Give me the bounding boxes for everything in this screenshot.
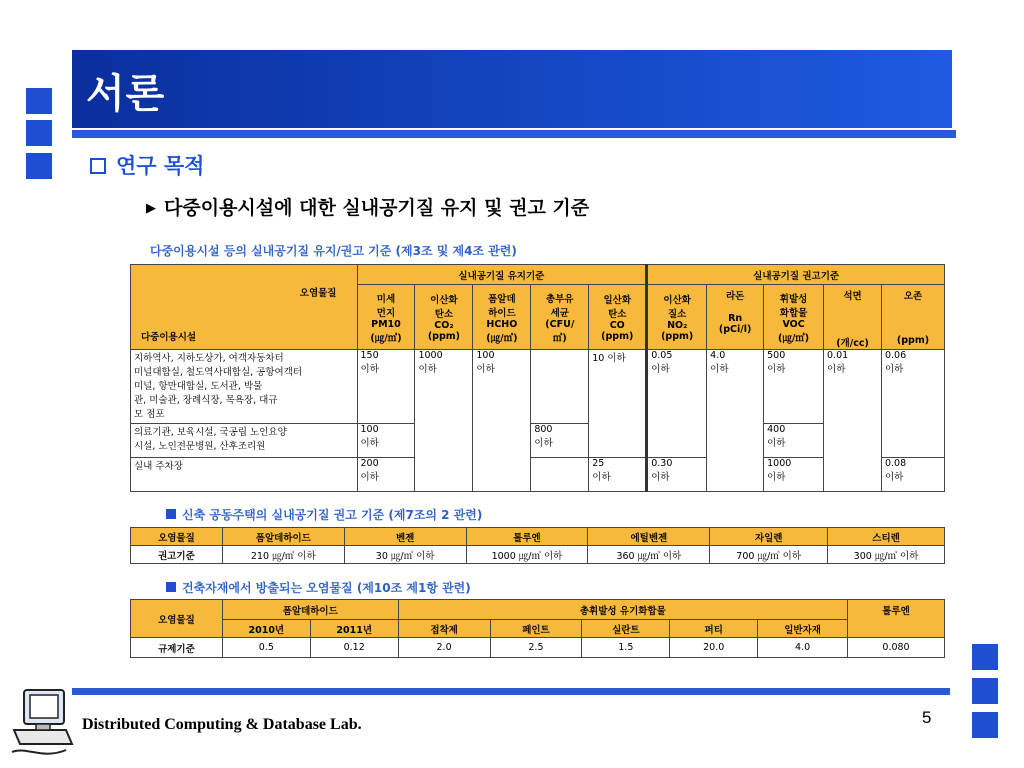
square-bullet-icon	[166, 509, 176, 519]
value-cell: 0.06 이하	[881, 350, 944, 458]
table3-group-voc: 총휘발성 유기화합물	[398, 600, 847, 620]
slide-title: 서론	[86, 71, 166, 117]
group-maintain-header: 실내공기질 유지기준	[357, 265, 647, 285]
table3-group-hcho: 폼알데하이드	[222, 600, 398, 620]
value-cell: 800 이하	[531, 424, 589, 458]
table2-col-header: 톨루엔	[466, 528, 588, 546]
table2-col-header: 벤젠	[344, 528, 466, 546]
facility-cell: 의료기관, 보육시설, 국공립 노인요양 시설, 노인전문병원, 산후조리원	[131, 424, 358, 458]
footer-rule	[72, 688, 950, 695]
title-bar	[72, 50, 952, 128]
square-bullet-icon	[166, 582, 176, 592]
table3-toluene-header: 톨루엔	[848, 600, 945, 638]
page-number: 5	[922, 708, 932, 727]
table2-value: 1000 ㎍/㎥ 이하	[466, 546, 588, 564]
corner-header-cell	[131, 265, 358, 350]
table2-value: 30 ㎍/㎥ 이하	[344, 546, 466, 564]
table-new-apartment-standards	[130, 527, 945, 564]
col-header-bacteria: 총부유 세균 (CFU/ ㎥)	[531, 285, 589, 350]
group-recommend-header: 실내공기질 권고기준	[647, 265, 945, 285]
footer-lab-name: Distributed Computing & Database Lab.	[82, 716, 362, 733]
table3-row-label: 규제기준	[131, 638, 223, 658]
table3-sub-header: 실란트	[582, 620, 670, 638]
computer-icon	[6, 686, 78, 762]
col-header-co: 일산화 탄소 CO (ppm)	[589, 285, 647, 350]
title-rule	[72, 130, 956, 138]
table3-sub-header: 접착제	[398, 620, 490, 638]
value-cell: 25 이하	[589, 458, 647, 492]
value-cell: 200 이하	[357, 458, 415, 492]
value-cell: 0.05 이하	[647, 350, 707, 458]
col-header-asbestos: 석면 (개/cc)	[824, 285, 882, 350]
col-header-voc: 휘발성 화합물 VOC (㎍/㎥)	[764, 285, 824, 350]
table3-header-label: 오염물질	[131, 600, 223, 638]
col-header-pm10: 미세 먼지 PM10 (㎍/㎥)	[357, 285, 415, 350]
col-header-co2: 이산화 탄소 CO₂ (ppm)	[415, 285, 473, 350]
subheading	[146, 193, 589, 220]
table1-caption: 다중이용시설 등의 실내공기질 유지/권고 기준 (제3조 및 제4조 관련)	[150, 244, 517, 258]
deco-square-right-2	[972, 678, 998, 704]
col-header-no2: 이산화 질소 NO₂ (ppm)	[647, 285, 707, 350]
table3-value: 4.0	[758, 638, 848, 658]
table3-value: 0.12	[310, 638, 398, 658]
table2-value: 210 ㎍/㎥ 이하	[222, 546, 344, 564]
table3-value: 1.5	[582, 638, 670, 658]
table2-row-label: 권고기준	[131, 546, 223, 564]
value-cell: 1000 이하	[415, 350, 473, 492]
square-bullet-icon	[90, 158, 106, 174]
table2-value: 360 ㎍/㎥ 이하	[588, 546, 710, 564]
value-cell	[531, 350, 589, 424]
col-header-ozone: 오존 (ppm)	[881, 285, 944, 350]
table3-value: 2.5	[490, 638, 582, 658]
col-header-rn: 라돈 Rn (pCi/l)	[707, 285, 764, 350]
table-indoor-air-standards	[130, 264, 945, 492]
table3-value: 0.5	[222, 638, 310, 658]
table2-col-header: 에틸벤젠	[588, 528, 710, 546]
value-cell	[531, 458, 589, 492]
deco-square-left-2	[26, 120, 52, 146]
triangle-bullet-icon: ▶	[146, 201, 156, 216]
facility-cell: 지하역사, 지하도상가, 여객자동차터 미널대합실, 철도역사대합실, 공항여객터 미널, 항만대합실, 도서관, 박물 관, 미술관, 장례식장, 목욕장, 대규 모 점포	[131, 350, 358, 424]
heading	[90, 150, 204, 180]
table3-value: 2.0	[398, 638, 490, 658]
value-cell: 0.01 이하	[824, 350, 882, 492]
table2-value: 700 ㎍/㎥ 이하	[710, 546, 828, 564]
table3-value: 0.080	[848, 638, 945, 658]
table2-header-label: 오염물질	[131, 528, 223, 546]
table3-value: 20.0	[670, 638, 758, 658]
heading-text: 연구 목적	[116, 154, 205, 178]
deco-square-right-1	[972, 644, 998, 670]
table3-sub-header: 2010년	[222, 620, 310, 638]
value-cell: 100 이하	[357, 424, 415, 458]
table3-sub-header: 2011년	[310, 620, 398, 638]
deco-square-left-3	[26, 153, 52, 179]
table-building-material-emissions	[130, 599, 945, 658]
table3-sub-header: 페인트	[490, 620, 582, 638]
value-cell: 500 이하	[764, 350, 824, 424]
deco-square-right-3	[972, 712, 998, 738]
table3-sub-header: 일반자재	[758, 620, 848, 638]
value-cell: 1000 이하	[764, 458, 824, 492]
table2-col-header: 폼알데하이드	[222, 528, 344, 546]
col-header-hcho: 폼알데 하이드 HCHO (㎍/㎥)	[473, 285, 531, 350]
table2-value: 300 ㎍/㎥ 이하	[828, 546, 945, 564]
value-cell: 400 이하	[764, 424, 824, 458]
value-cell: 10 이하	[589, 350, 647, 458]
table2-col-header: 스티렌	[828, 528, 945, 546]
deco-square-left-1	[26, 88, 52, 114]
facility-cell: 실내 주차장	[131, 458, 358, 492]
value-cell: 4.0 이하	[707, 350, 764, 492]
value-cell: 0.08 이하	[881, 458, 944, 492]
corner-top-label: 오염물질	[299, 288, 337, 299]
table2-col-header: 자일렌	[710, 528, 828, 546]
table3-caption: 건축자재에서 방출되는 오염물질 (제10조 제1항 관련)	[166, 579, 471, 596]
corner-bottom-label: 다중이용시설	[141, 332, 197, 343]
value-cell: 150 이하	[357, 350, 415, 424]
table3-sub-header: 퍼티	[670, 620, 758, 638]
subheading-text: 다중이용시설에 대한 실내공기질 유지 및 권고 기준	[164, 197, 590, 219]
value-cell: 0.30 이하	[647, 458, 707, 492]
table2-caption: 신축 공동주택의 실내공기질 권고 기준 (제7조의 2 관련)	[166, 506, 482, 523]
value-cell: 100 이하	[473, 350, 531, 492]
